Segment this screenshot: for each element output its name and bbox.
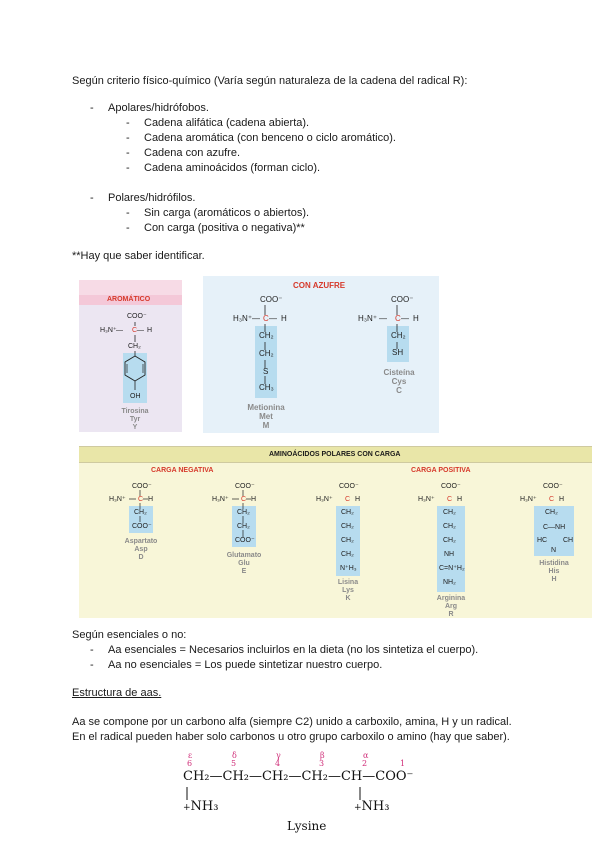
cys-sh: SH xyxy=(392,348,404,357)
pos-3-greek: β xyxy=(320,751,325,760)
glu-name: Glutamato xyxy=(226,552,262,559)
his-abbr3: His xyxy=(548,568,560,575)
esenciales-item-label: Aa esenciales = Necesarios incluirlos en la dieta (no los sintetiza el cuerpo). xyxy=(108,644,479,656)
cys-abbr3: Cys xyxy=(391,377,407,386)
arg-ch2-c: CH₂ xyxy=(443,537,456,544)
aromatic-title: AROMÁTICO xyxy=(107,296,151,303)
his-hc: HC xyxy=(537,537,548,544)
met-bonds-icon xyxy=(255,296,285,396)
polar-item: - Sin carga (aromáticos o abiertos). xyxy=(126,207,310,219)
lys-h: H xyxy=(355,496,361,503)
asp-abbr3: Asp xyxy=(134,546,148,553)
pos-title: CARGA POSITIVA xyxy=(411,467,471,474)
tyr-h3n: H₃N⁺ xyxy=(100,327,117,334)
glu-coo: COO⁻ xyxy=(235,483,255,490)
apolar-item: - Cadena aromática (con benceno o ciclo aromático). xyxy=(126,132,396,144)
glu-coo-side: COO⁻ xyxy=(235,537,255,544)
arg-ch2-b: CH₂ xyxy=(443,523,456,530)
asp-ch2: CH₂ xyxy=(134,509,147,516)
lysine-nh3-left: +NH₃ xyxy=(183,799,219,814)
asp-coo-side: COO⁻ xyxy=(132,523,152,530)
pos-4-num: 4 xyxy=(275,759,281,768)
apolar-item: - Cadena aminoácidos (forman ciclo). xyxy=(126,162,321,174)
cys-bonds-icon xyxy=(387,296,417,356)
arg-h3n: H₃N⁺ xyxy=(418,496,435,503)
glu-abbr3: Glu xyxy=(238,560,250,567)
arg-abbr1: R xyxy=(448,611,454,618)
apolar-title: - Apolares/hidrófobos. xyxy=(90,102,209,114)
pos-5-num: 5 xyxy=(231,759,237,768)
asp-h3n: H₃N⁺ xyxy=(109,496,126,503)
met-calpha: C xyxy=(263,314,269,323)
pos-2-greek: α xyxy=(363,751,369,760)
cys-h3n: H₃N⁺ xyxy=(358,314,378,323)
pos-2-num: 2 xyxy=(362,759,368,768)
apolar-title-label: Apolares/hidrófobos. xyxy=(108,102,209,114)
apolar-item-label: Cadena aromática (con benceno o ciclo aromático). xyxy=(144,132,396,144)
met-ch3: CH₃ xyxy=(259,383,274,392)
arg-name: Arginina xyxy=(436,595,466,602)
apolar-item: - Cadena alifática (cadena abierta). xyxy=(126,117,310,129)
apolar-item-label: Cadena con azufre. xyxy=(144,147,241,159)
note-text: **Hay que saber identificar. xyxy=(72,250,205,262)
met-abbr1: M xyxy=(262,421,270,430)
lys-coo: COO⁻ xyxy=(339,483,359,490)
lys-abbr1: K xyxy=(345,595,351,602)
azufre-panel xyxy=(203,276,439,433)
asp-bonds-icon xyxy=(123,483,163,533)
glu-h: H xyxy=(251,496,257,503)
lys-calpha: C xyxy=(345,496,351,503)
met-name: Metionina xyxy=(247,403,285,412)
met-s: S xyxy=(263,367,269,376)
esenciales-item-label: Aa no esenciales = Los puede sintetizar nuestro cuerpo. xyxy=(108,659,383,671)
glu-h3n: H₃N⁺ xyxy=(212,496,229,503)
estructura-line1: Aa se compone por un carbono alfa (siempre C2) unido a carboxilo, amina, H y un radical. xyxy=(72,716,512,728)
met-h3n: H₃N⁺ xyxy=(233,314,253,323)
his-name: Histidina xyxy=(539,560,569,567)
met-abbr3: Met xyxy=(259,412,273,421)
pos-6-greek: ε xyxy=(188,751,193,760)
tyr-dash2: — xyxy=(137,327,144,334)
lys-h3n: H₃N⁺ xyxy=(316,496,333,503)
arg-h: H xyxy=(457,496,463,503)
glu-abbr1: E xyxy=(241,568,247,575)
asp-name: Aspartato xyxy=(124,538,158,545)
polar-item: - Con carga (positiva o negativa)** xyxy=(126,222,305,234)
tyr-oh: OH xyxy=(130,393,141,400)
azufre-title: CON AZUFRE xyxy=(293,281,346,290)
polar-charged-title: AMINOÁCIDOS POLARES CON CARGA xyxy=(269,451,401,458)
arg-nh: NH xyxy=(444,551,455,558)
asp-h: H xyxy=(148,496,154,503)
met-h: H xyxy=(281,314,287,323)
pos-4-greek: γ xyxy=(276,751,281,760)
apolar-item-label: Cadena aminoácidos (forman ciclo). xyxy=(144,162,321,174)
cys-name: Cisteína xyxy=(383,368,415,377)
lys-nh3: N⁺H₃ xyxy=(340,565,357,572)
cys-h: H xyxy=(413,314,419,323)
cys-dash2: — xyxy=(401,314,409,323)
polar-item-label: Con carga (positiva o negativa)** xyxy=(144,222,305,234)
polar-title-label: Polares/hidrófilos. xyxy=(108,192,196,204)
tyr-abbr3: Tyr xyxy=(129,416,141,423)
his-ch2: CH₂ xyxy=(545,509,558,516)
lysine-caption: Lysine xyxy=(287,819,327,833)
tyr-dash1: — xyxy=(116,327,123,334)
met-ch2-b: CH₂ xyxy=(259,349,274,358)
intro-text: Según criterio físico-químico (Varía según naturaleza de la cadena del radical R): xyxy=(72,75,468,87)
lys-ch2-d: CH₂ xyxy=(341,551,354,558)
aromatic-panel xyxy=(79,280,182,432)
met-coo: COO⁻ xyxy=(260,295,283,304)
lysine-nh3-right-label: NH₃ xyxy=(361,799,390,814)
polar-title: - Polares/hidrófilos. xyxy=(90,192,196,204)
his-h3n: H₃N⁺ xyxy=(520,496,537,503)
met-ch2-a: CH₂ xyxy=(259,331,274,340)
estructura-line2: En el radical pueden haber solo carbonos u otro grupo carboxilo o amino (hay que saber). xyxy=(72,731,510,743)
his-abbr1: H xyxy=(551,576,557,583)
lys-ch2-c: CH₂ xyxy=(341,537,354,544)
tyr-coo: COO⁻ xyxy=(127,313,147,320)
pos-3-num: 3 xyxy=(319,759,325,768)
esenciales-title: Según esenciales o no: xyxy=(72,629,187,641)
his-n: N xyxy=(551,547,557,554)
arg-cnh2: C=N⁺H₂ xyxy=(439,565,465,572)
cys-dash1: — xyxy=(379,314,387,323)
met-dash1: — xyxy=(252,314,260,323)
tyr-name: Tirosina xyxy=(121,408,149,415)
lys-abbr3: Lys xyxy=(342,587,354,594)
lys-ch2-a: CH₂ xyxy=(341,509,354,516)
lysine-nh3-right: +NH₃ xyxy=(354,799,390,814)
polar-item-label: Sin carga (aromáticos o abiertos). xyxy=(144,207,310,219)
apolar-item: - Cadena con azufre. xyxy=(126,147,241,159)
tyr-abbr1: Y xyxy=(132,424,138,431)
cys-calpha: C xyxy=(395,314,401,323)
arg-calpha: C xyxy=(447,496,453,503)
polar-charged-panel xyxy=(79,446,592,618)
apolar-item-label: Cadena alifática (cadena abierta). xyxy=(144,117,310,129)
asp-calpha: C xyxy=(138,496,144,503)
cys-coo: COO⁻ xyxy=(391,295,414,304)
arg-nh2: NH₂ xyxy=(443,579,456,586)
glu-bonds-icon xyxy=(226,483,266,543)
cys-ch2: CH₂ xyxy=(391,331,406,340)
asp-coo: COO⁻ xyxy=(132,483,152,490)
his-ch: CH xyxy=(563,537,574,544)
glu-calpha: C xyxy=(241,496,247,503)
esenciales-item: - Aa esenciales = Necesarios incluirlos en la dieta (no los sintetiza el cuerpo). xyxy=(90,644,479,656)
esenciales-item: - Aa no esenciales = Los puede sintetizar nuestro cuerpo. xyxy=(90,659,383,671)
glu-ch2-a: CH₂ xyxy=(237,509,250,516)
his-calpha: C xyxy=(549,496,555,503)
met-dash2: — xyxy=(269,314,277,323)
neg-title: CARGA NEGATIVA xyxy=(151,467,214,474)
arg-abbr3: Arg xyxy=(444,603,458,610)
tyr-calpha: C xyxy=(132,327,138,334)
tyr-h: H xyxy=(147,327,153,334)
estructura-heading: Estructura de aas. xyxy=(72,687,162,699)
lysine-chain: CH₂—CH₂—CH₂—CH₂—CH—COO⁻ xyxy=(183,769,414,784)
pos-6-num: 6 xyxy=(187,759,193,768)
arg-ch2-a: CH₂ xyxy=(443,509,456,516)
lys-ch2-b: CH₂ xyxy=(341,523,354,530)
lys-name: Lisina xyxy=(337,579,359,586)
pos-1-num: 1 xyxy=(400,759,406,768)
arg-coo: COO⁻ xyxy=(441,483,461,490)
aromatic-panel-topbar xyxy=(79,280,182,295)
asp-abbr1: D xyxy=(138,554,144,561)
his-coo: COO⁻ xyxy=(543,483,563,490)
lysine-nh3-left-label: NH₃ xyxy=(190,799,219,814)
pos-5-greek: δ xyxy=(232,751,237,760)
his-cnh: C—NH xyxy=(543,524,566,531)
cys-abbr1: C xyxy=(396,386,402,395)
his-h: H xyxy=(559,496,565,503)
glu-ch2-b: CH₂ xyxy=(237,523,250,530)
tyr-ch2: CH₂ xyxy=(128,343,141,350)
